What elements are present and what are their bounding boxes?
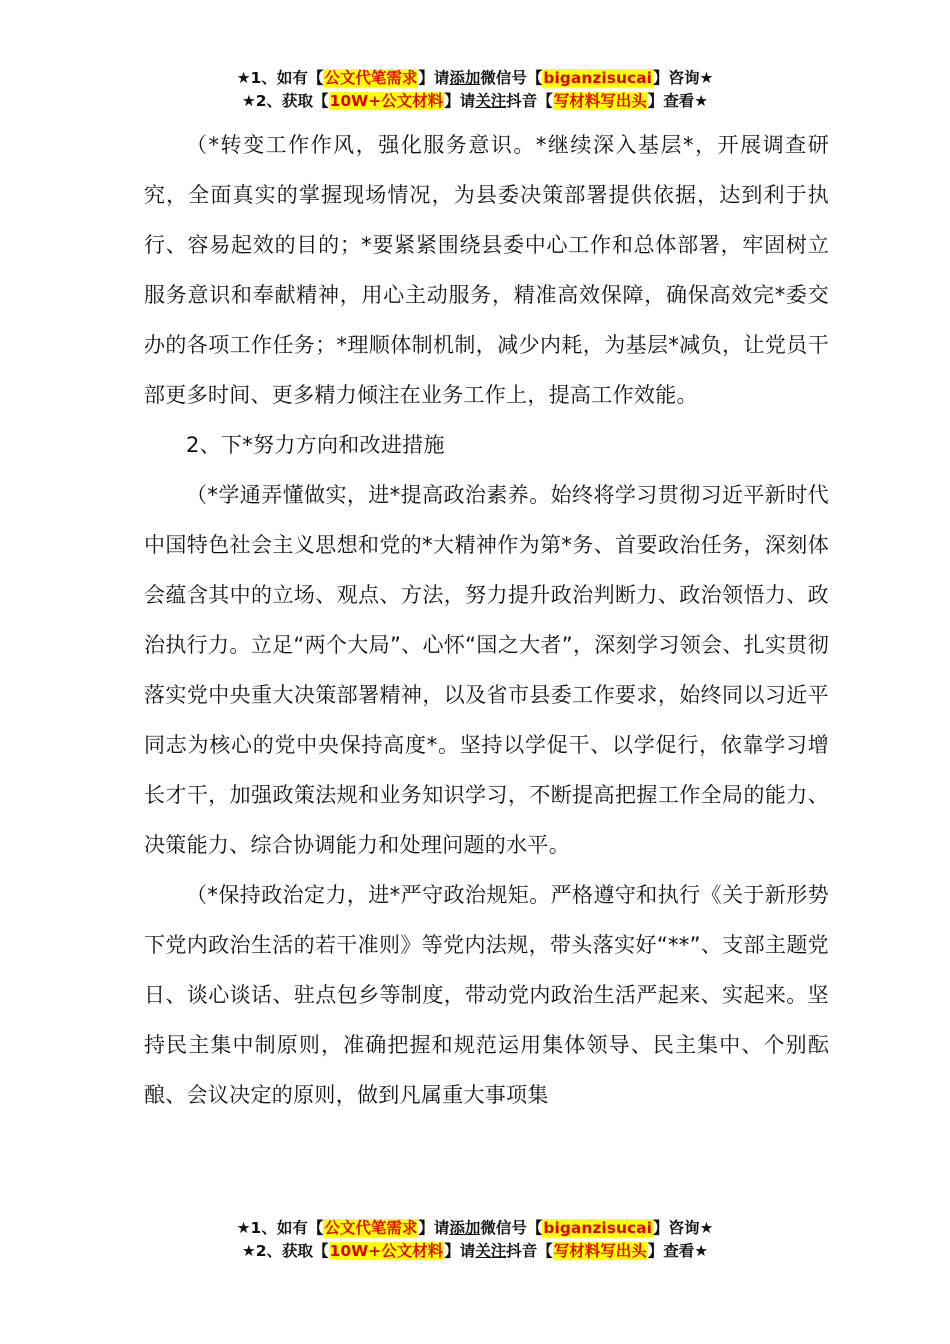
- banner-underlined: 关注: [475, 92, 507, 110]
- banner-text: 】查看★: [647, 92, 709, 110]
- banner-line-2: [0, 1240, 950, 1263]
- banner-text: 】请: [444, 1242, 476, 1260]
- banner-text: 微信号【: [480, 69, 543, 87]
- banner-underlined: 添加: [449, 69, 481, 87]
- banner-text: ★1、如有【: [236, 1219, 324, 1237]
- paragraph-political-literacy: （*学通弄懂做实，进*提高政治素养。始终将学习贯彻习近平新时代中国特色社会主义思想和党的*大精神作为第*务、首要政治任务，深刻体会蕴含其中的立场、观点、方法，努力提升政治判断力、政治领悟力、政治执行力。立足“两个大局”、心怀“国之大者”，深刻学习领会、扎实贯彻落实党中央重大决策部署精神，以及省市县委工作要求，始终同以习近平同志为核心的党中央保持高度*。坚持以学促干、以学促行，依靠学习增长才干，加强政策法规和业务知识学习，不断提高把握工作全局的能力、决策能力、综合协调能力和处理问题的水平。: [144, 483, 829, 857]
- banner-line-2: [0, 90, 950, 113]
- banner-text: 】请: [418, 69, 450, 87]
- banner-highlight: biganzisucai: [543, 69, 652, 87]
- banner-highlight: 10W+公文材料: [329, 92, 444, 110]
- banner-highlight: 10W+公文材料: [329, 1242, 444, 1260]
- banner-text: 】查看★: [647, 1242, 709, 1260]
- banner-text: 】咨询★: [652, 69, 714, 87]
- header-banner: [0, 67, 950, 113]
- paragraph-work-style: （*转变工作作风，强化服务意识。*继续深入基层*，开展调查研究，全面真实的掌握现场情况，为县委决策部署提供依据，达到利于执行、容易起效的目的；*要紧紧围绕县委中心工作和总体部署，牢固树立服务意识和奉献精神，用心主动服务，精准高效保障，确保高效完*委交办的各项工作任务；*理顺体制机制，减少内耗，为基层*减负，让党员干部更多时间、更多精力倾注在业务工作上，提高工作效能。: [144, 133, 829, 407]
- banner-line-1: [0, 1217, 950, 1240]
- banner-highlight: 公文代笔需求: [324, 1219, 418, 1237]
- banner-text: 】请: [444, 92, 476, 110]
- banner-highlight: 写材料写出头: [553, 92, 647, 110]
- banner-text: ★2、获取【: [241, 92, 329, 110]
- section-heading: 2、下*努力方向和改进措施: [186, 433, 445, 457]
- banner-text: 微信号【: [480, 1219, 543, 1237]
- banner-line-1: [0, 67, 950, 90]
- paragraph-political-rules: （*保持政治定力，进*严守政治规矩。严格遵守和执行《关于新形势下党内政治生活的若干准则》等党内法规，带头落实好“**”、支部主题党日、谈心谈话、驻点包乡等制度，带动党内政治生活严起来、实起来。坚持民主集中制原则，准确把握和规范运用集体领导、民主集中、个别酝酿、会议决定的原则，做到凡属重大事项集: [144, 883, 829, 1107]
- banner-underlined: 关注: [475, 1242, 507, 1260]
- banner-highlight: biganzisucai: [543, 1219, 652, 1237]
- document-body: [144, 120, 829, 1120]
- banner-text: 】咨询★: [652, 1219, 714, 1237]
- footer-banner: [0, 1217, 950, 1263]
- banner-text: ★1、如有【: [236, 69, 324, 87]
- banner-text: 】请: [418, 1219, 450, 1237]
- banner-text: ★2、获取【: [241, 1242, 329, 1260]
- banner-text: 抖音【: [506, 1242, 553, 1260]
- banner-highlight: 写材料写出头: [553, 1242, 647, 1260]
- banner-underlined: 添加: [449, 1219, 481, 1237]
- banner-highlight: 公文代笔需求: [324, 69, 418, 87]
- banner-text: 抖音【: [506, 92, 553, 110]
